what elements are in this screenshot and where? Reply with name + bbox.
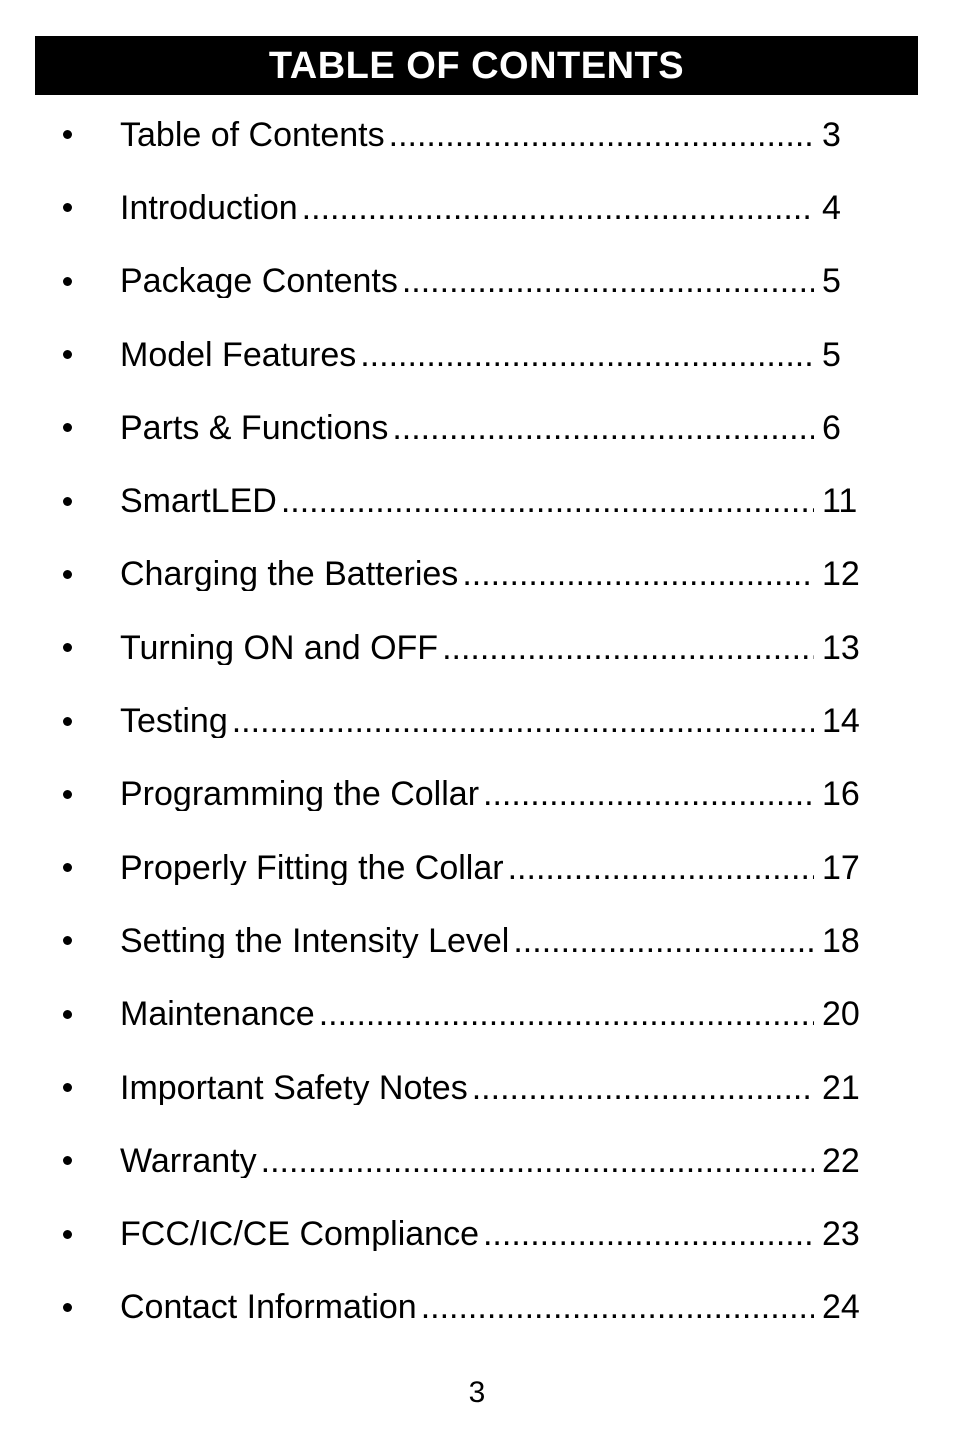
bullet-icon	[61, 1082, 73, 1094]
bullet-icon	[61, 568, 73, 580]
toc-entry-page: 22	[822, 1141, 860, 1180]
toc-entry-page: 18	[822, 921, 860, 960]
toc-header-bar	[35, 36, 918, 95]
dot-leader	[302, 191, 814, 225]
bullet-icon	[61, 202, 73, 214]
page-title: TABLE OF CONTENTS	[268, 44, 685, 87]
bullet-icon	[61, 129, 73, 141]
toc-entry-page: 13	[822, 628, 860, 667]
toc-entry-text	[120, 484, 814, 518]
toc-entry-page: 20	[822, 995, 860, 1034]
toc-entry-page: 23	[822, 1215, 860, 1254]
toc-entry-text	[120, 777, 814, 811]
dot-leader	[483, 1217, 814, 1251]
toc-entry-label: Maintenance	[120, 997, 315, 1032]
toc-entry-text	[120, 924, 814, 958]
toc-entry[interactable]	[0, 1124, 954, 1197]
toc-entry-text	[120, 1217, 814, 1251]
toc-entry-page: 5	[822, 262, 841, 301]
toc-entry-text	[120, 1144, 814, 1178]
dot-leader	[281, 484, 814, 518]
toc-entry-page: 4	[822, 188, 841, 227]
toc-entry-label: Model Features	[120, 337, 357, 372]
toc-entry-page: 11	[822, 482, 858, 521]
toc-entry-label: SmartLED	[120, 484, 277, 519]
toc-entry-label: Package Contents	[120, 264, 398, 299]
bullet-icon	[61, 1008, 73, 1020]
dot-leader	[232, 704, 814, 738]
toc-entry-page: 17	[822, 848, 860, 887]
toc-entry-page: 21	[822, 1068, 860, 1107]
toc-entry-text	[120, 264, 814, 298]
bullet-icon	[61, 935, 73, 947]
toc-entry[interactable]	[0, 684, 954, 757]
toc-entry-label: Properly Fitting the Collar	[120, 850, 504, 885]
bullet-icon	[61, 862, 73, 874]
dot-leader	[392, 411, 814, 445]
toc-entry-label: Important Safety Notes	[120, 1070, 468, 1105]
bullet-icon	[61, 1301, 73, 1313]
toc-entry-label: Table of Contents	[120, 117, 385, 152]
toc-entry[interactable]	[0, 831, 954, 904]
toc-entry-text	[120, 338, 814, 372]
bullet-icon	[61, 495, 73, 507]
toc-entry[interactable]	[0, 318, 954, 391]
toc-entry-label: Parts & Functions	[120, 410, 389, 445]
toc-entry-label: Contact Information	[120, 1290, 417, 1325]
toc-entry[interactable]	[0, 245, 954, 318]
toc-entry-text	[120, 191, 814, 225]
toc-entry-page: 24	[822, 1288, 860, 1327]
toc-entry[interactable]	[0, 1271, 954, 1344]
toc-entry[interactable]	[0, 758, 954, 831]
toc-entry-label: Charging the Batteries	[120, 557, 459, 592]
bullet-icon	[61, 715, 73, 727]
bullet-icon	[61, 642, 73, 654]
toc-entry[interactable]	[0, 904, 954, 977]
toc-entry-label: Turning ON and OFF	[120, 630, 439, 665]
toc-entry[interactable]	[0, 538, 954, 611]
bullet-icon	[61, 275, 73, 287]
toc-entry-text	[120, 1290, 814, 1324]
bullet-icon	[61, 788, 73, 800]
toc-entry-page: 5	[822, 335, 841, 374]
toc-entry[interactable]	[0, 98, 954, 171]
toc-entry-page: 12	[822, 555, 860, 594]
toc-entry[interactable]	[0, 611, 954, 684]
toc-entry-page: 6	[822, 408, 841, 447]
toc-entry-label: Setting the Intensity Level	[120, 923, 510, 958]
toc-list	[0, 98, 954, 1344]
toc-entry-text	[120, 118, 814, 152]
toc-entry-label: Programming the Collar	[120, 777, 480, 812]
dot-leader	[442, 631, 814, 665]
toc-entry[interactable]	[0, 978, 954, 1051]
dot-leader	[402, 264, 814, 298]
toc-entry[interactable]	[0, 391, 954, 464]
toc-entry-text	[120, 631, 814, 665]
dot-leader	[472, 1071, 814, 1105]
bullet-icon	[61, 1228, 73, 1240]
toc-entry[interactable]	[0, 1051, 954, 1124]
dot-leader	[513, 924, 814, 958]
toc-entry-label: Testing	[120, 704, 228, 739]
page-number: 3	[468, 1376, 486, 1409]
toc-entry-label: Introduction	[120, 190, 298, 225]
toc-entry-text	[120, 704, 814, 738]
dot-leader	[319, 997, 814, 1031]
toc-entry[interactable]	[0, 1197, 954, 1270]
toc-entry-label: Warranty	[120, 1143, 257, 1178]
bullet-icon	[61, 422, 73, 434]
dot-leader	[360, 338, 814, 372]
toc-entry-page: 14	[822, 702, 860, 741]
toc-entry-text	[120, 997, 814, 1031]
toc-entry[interactable]	[0, 464, 954, 537]
toc-entry-text	[120, 411, 814, 445]
bullet-icon	[61, 349, 73, 361]
dot-leader	[508, 851, 814, 885]
dot-leader	[389, 118, 814, 152]
toc-entry-text	[120, 851, 814, 885]
toc-entry-label: FCC/IC/CE Compliance	[120, 1217, 479, 1252]
dot-leader	[462, 557, 814, 591]
dot-leader	[261, 1144, 814, 1178]
dot-leader	[483, 777, 814, 811]
toc-entry[interactable]	[0, 171, 954, 244]
bullet-icon	[61, 1155, 73, 1167]
toc-entry-page: 3	[822, 115, 841, 154]
toc-entry-page: 16	[822, 775, 860, 814]
toc-entry-text	[120, 1071, 814, 1105]
toc-entry-text	[120, 557, 814, 591]
dot-leader	[421, 1290, 814, 1324]
